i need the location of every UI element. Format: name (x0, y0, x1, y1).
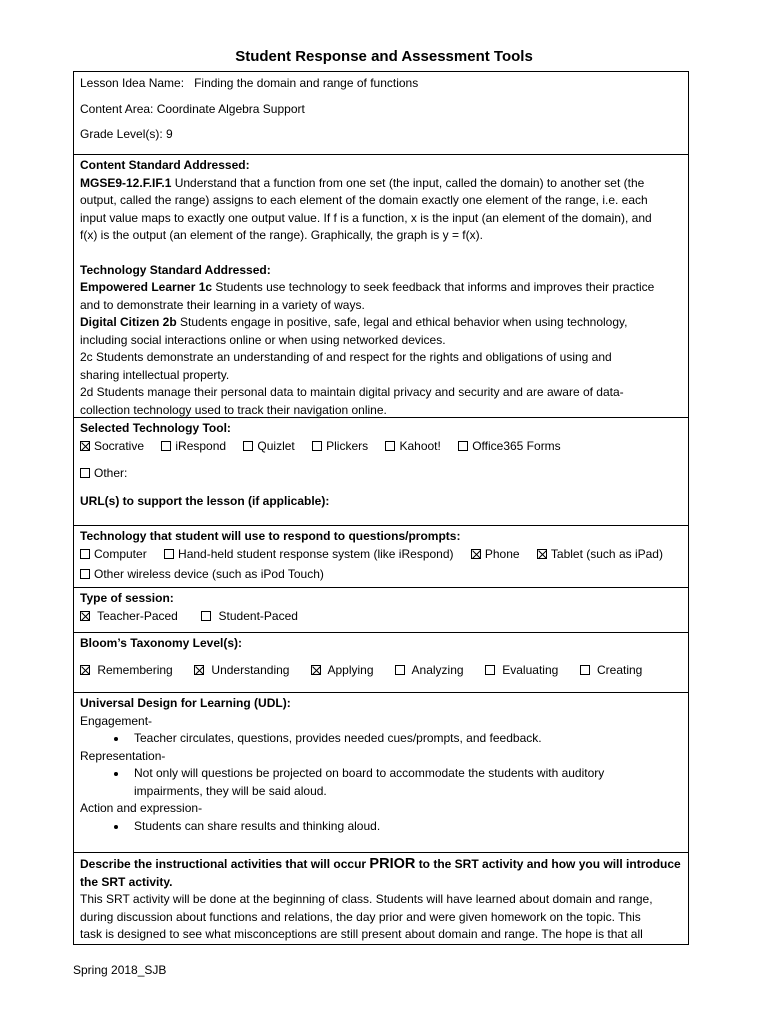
device-option-tablet[interactable] (537, 546, 663, 564)
checkbox-checked-icon[interactable] (80, 441, 90, 451)
device-option-label: Hand-held student response system (like iRespond) (178, 546, 454, 561)
page-title: Student Response and Assessment Tools (235, 48, 533, 65)
device-option-handheld[interactable] (164, 546, 453, 564)
bloom-option-label: Creating (596, 662, 643, 677)
checkbox-icon[interactable] (80, 468, 90, 478)
list-item: • Students can share results and thinking aloud. (128, 818, 682, 836)
device-option-label: Tablet (such as iPad) (550, 546, 663, 561)
bloom-option-label: Remembering (97, 662, 173, 677)
device-option-phone[interactable] (471, 546, 520, 564)
device-section (74, 526, 688, 588)
udl-section (74, 693, 688, 853)
bloom-option-applying[interactable] (311, 662, 374, 680)
checkbox-icon[interactable] (243, 441, 253, 451)
device-heading: Technology that student will use to respond to questions/prompts: (80, 529, 461, 543)
tool-option-label: Office365 Forms (472, 438, 561, 453)
tech-standard-line: sharing intellectual property. (80, 367, 230, 382)
session-option-student-paced[interactable] (201, 608, 298, 626)
device-option-label: Phone (484, 546, 520, 561)
list-item-line: impairments, they will be said aloud. (134, 783, 327, 798)
checkbox-icon[interactable] (458, 441, 468, 451)
checkbox-checked-icon[interactable] (471, 549, 481, 559)
checkbox-icon[interactable] (164, 549, 174, 559)
checkbox-icon[interactable] (395, 665, 405, 675)
checkbox-checked-icon[interactable] (537, 549, 547, 559)
representation-label: Representation- (80, 748, 166, 763)
session-option-teacher-paced[interactable] (80, 608, 178, 626)
tech-standard-line: Students use technology to seek feedback that informs and improves their practice (215, 280, 655, 294)
tool-option-plickers[interactable] (312, 438, 368, 456)
grade-level-value: 9 (166, 127, 173, 141)
device-option-label: Computer (94, 546, 147, 561)
tool-option-office365[interactable] (458, 438, 560, 456)
content-standard-line: Understand that a function from one set (the input, called the domain) to another set (the (174, 175, 645, 190)
tech-standard-line: Students engage in positive, safe, legal and ethical behavior when using technology, (180, 315, 628, 329)
tool-option-label: Quizlet (257, 438, 295, 453)
tech-standard-line: 2d Students manage their personal data to maintain digital privacy and security and are aware of data- (80, 385, 624, 399)
session-section (74, 588, 688, 633)
assessment-form (73, 71, 689, 945)
bloom-option-label: Understanding (211, 662, 290, 677)
bloom-option-label: Applying (327, 662, 374, 677)
lesson-name-value: Finding the domain and range of functions (194, 76, 419, 90)
engagement-label: Engagement- (80, 713, 153, 728)
tech-standard-line: collection technology used to track their navigation online. (80, 402, 387, 417)
tool-option-label: Plickers (326, 438, 369, 453)
tech-standard-line: and to demonstrate their learning in a variety of ways. (80, 297, 365, 312)
action-list (80, 818, 682, 836)
lesson-info-section (74, 72, 688, 155)
bloom-option-label: Evaluating (502, 662, 559, 677)
session-option-label: Student-Paced (218, 608, 298, 623)
bloom-section (74, 633, 688, 693)
checkbox-checked-icon[interactable] (311, 665, 321, 675)
tech-standard-2-code: Digital Citizen 2b (80, 315, 177, 329)
prior-activities-section (74, 853, 688, 941)
checkbox-icon[interactable] (161, 441, 171, 451)
tech-standard-line: 2c Students demonstrate an understanding of and respect for the rights and obligations of using and (80, 350, 612, 364)
list-item-line: Not only will questions be projected on board to accommodate the students with auditory (134, 766, 605, 780)
device-option-computer[interactable] (80, 546, 147, 564)
tool-heading: Selected Technology Tool: (80, 421, 231, 435)
checkbox-icon[interactable] (80, 569, 90, 579)
bloom-option-evaluating[interactable] (485, 662, 558, 680)
udl-heading: Universal Design for Learning (UDL): (80, 696, 291, 710)
footer-text: Spring 2018_SJB (73, 963, 167, 977)
bloom-option-understanding[interactable] (194, 662, 289, 680)
checkbox-icon[interactable] (385, 441, 395, 451)
tool-section (74, 418, 688, 526)
tool-option-label: Socrative (94, 438, 145, 453)
content-standard-heading: Content Standard Addressed: (80, 158, 250, 172)
bloom-option-remembering[interactable] (80, 662, 173, 680)
checkbox-icon[interactable] (312, 441, 322, 451)
prior-heading-post: to the SRT activity and how you will introduce (418, 857, 681, 871)
lesson-name-label: Lesson Idea Name: (80, 76, 185, 90)
checkbox-icon[interactable] (485, 665, 495, 675)
url-label: URL(s) to support the lesson (if applicable): (80, 493, 330, 508)
prior-heading-line2: the SRT activity. (80, 874, 173, 889)
checkbox-icon[interactable] (201, 611, 211, 621)
tool-option-label: Other: (94, 466, 128, 480)
content-area-value: Coordinate Algebra Support (156, 101, 305, 116)
content-standard-line: input value maps to exactly one output value. If f is a function, x is the input (an element of the domain), and (80, 210, 652, 225)
tech-standard-heading: Technology Standard Addressed: (80, 262, 271, 277)
session-option-label: Teacher-Paced (97, 608, 178, 623)
tool-option-irespond[interactable] (161, 438, 226, 456)
content-standard-code: MGSE9-12.F.IF.1 (80, 175, 172, 190)
prior-heading-emphasis: PRIOR (369, 856, 416, 872)
prior-text-line: during discussion about functions and relations, the day prior and were given homework on the topic. This (80, 909, 641, 924)
action-label: Action and expression- (80, 801, 203, 815)
prior-heading-pre: Describe the instructional activities that will occur (80, 857, 367, 871)
grade-level-label: Grade Level(s): (80, 127, 163, 141)
tech-standard-1-code: Empowered Learner 1c (80, 280, 213, 294)
session-heading: Type of session: (80, 591, 174, 605)
representation-list (80, 765, 682, 800)
checkbox-checked-icon[interactable] (80, 665, 90, 675)
list-item (128, 765, 682, 800)
content-standard-line: output, called the range) assigns to each element of the domain exactly one element of the range, i.e. each (80, 193, 648, 207)
tool-option-quizlet[interactable] (243, 438, 294, 456)
checkbox-checked-icon[interactable] (194, 665, 204, 675)
device-option-label: Other wireless device (such as iPod Touch) (94, 567, 324, 581)
standards-section (74, 155, 688, 418)
engagement-list (80, 730, 682, 748)
checkbox-icon[interactable] (80, 549, 90, 559)
tool-option-label: Kahoot! (399, 438, 441, 453)
list-item: • Teacher circulates, questions, provides needed cues/prompts, and feedback. (128, 730, 682, 748)
content-area-label: Content Area: (80, 101, 154, 116)
tool-option-label: iRespond (175, 438, 227, 453)
tool-option-socrative[interactable] (80, 438, 144, 456)
bloom-option-creating[interactable] (580, 662, 643, 680)
tool-option-kahoot[interactable] (385, 438, 440, 456)
prior-text-line: This SRT activity will be done at the beginning of class. Students will have learned about domain and range, (80, 892, 653, 906)
prior-text-line: task is designed to see what misconceptions are still present about domain and range. The hope is that all (80, 927, 643, 941)
bloom-option-label: Analyzing (411, 662, 464, 677)
tool-option-other[interactable] (80, 465, 127, 483)
tech-standard-line: including social interactions online or when using networked devices. (80, 332, 446, 347)
checkbox-icon[interactable] (580, 665, 590, 675)
bloom-option-analyzing[interactable] (395, 662, 464, 680)
checkbox-checked-icon[interactable] (80, 611, 90, 621)
bloom-heading: Bloom’s Taxonomy Level(s): (80, 636, 243, 650)
content-standard-line: f(x) is the output (an element of the range). Graphically, the graph is y = f(x). (80, 228, 483, 242)
device-option-other[interactable] (80, 566, 324, 584)
